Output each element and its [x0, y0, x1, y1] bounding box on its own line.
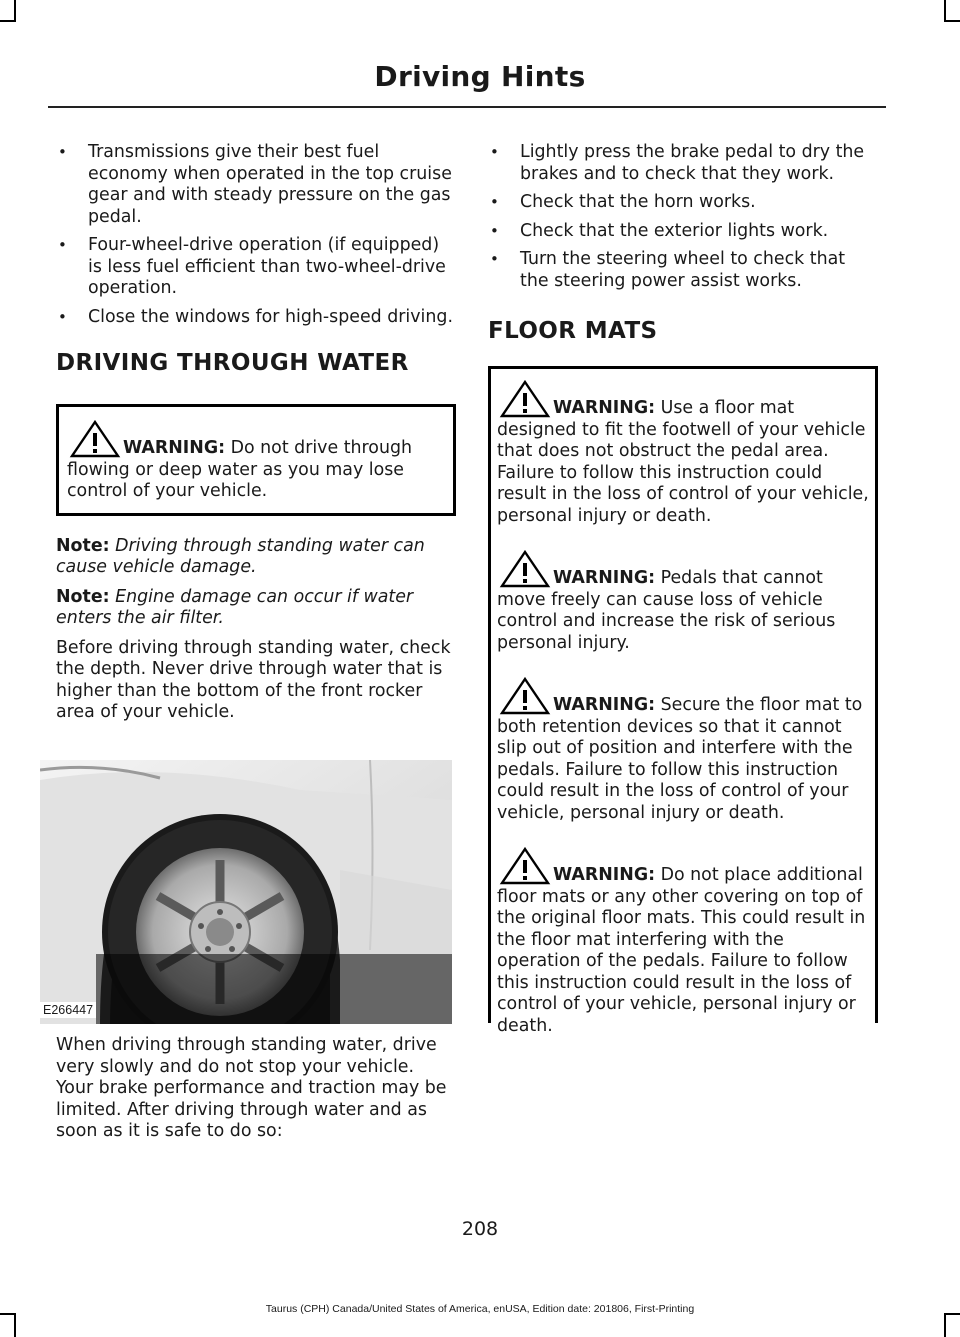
warning-item [497, 846, 869, 1037]
warning-triangle-icon [499, 846, 551, 886]
after-water-paragraph: When driving through standing water, drive very slowly and do not stop your vehicle. Your brake performance and traction may be limited. After driving through water and as soon as it is safe to do so: [56, 1035, 447, 1141]
crop-mark [0, 20, 16, 22]
list-item: • Four-wheel-drive operation (if equipped) is less fuel efficient than two-wheel-drive operation. [56, 235, 456, 300]
list-item: • Turn the steering wheel to check that the steering power assist works. [488, 249, 878, 292]
warning-label: WARNING: [553, 398, 656, 418]
floor-mat-warnings-box [488, 366, 878, 1036]
warning-label: WARNING: [553, 695, 656, 715]
car-wheel-image [40, 760, 452, 1024]
list-item: • Check that the exterior lights work. [488, 221, 878, 243]
figure-code: E266447 [40, 1002, 96, 1018]
list-item: • Transmissions give their best fuel economy when operated in the top cruise gear and with steady pressure on the gas pedal. [56, 142, 456, 228]
list-item: • Lightly press the brake pedal to dry the brakes and to check that they work. [488, 142, 878, 185]
warning-triangle-icon [499, 549, 551, 589]
warning-label: WARNING: [123, 438, 226, 458]
warning-item [497, 549, 869, 654]
list-item: • Close the windows for high-speed driving. [56, 307, 456, 329]
left-column [56, 142, 456, 724]
warning-text: Use a floor mat designed to fit the footwell of your vehicle that does not obstruct the pedal area. Failure to follow this instruction could result in the loss of control of your vehicle, personal injury or death. [497, 398, 869, 526]
warning-text: Secure the floor mat to both retention devices so that it cannot slip out of position and interfere with the pedals. Failure to follow this instruction could result in the loss of control of your vehicle, personal injury or death. [497, 695, 863, 823]
wheel-illustration [40, 760, 452, 1024]
right-column [488, 142, 878, 1036]
warning-text: Do not drive through flowing or deep water as you may lose control of your vehicle. [67, 438, 413, 501]
note-text: Engine damage can occur if water enters the air filter. [56, 586, 414, 628]
header-rule [48, 106, 886, 108]
fuel-tips-list [56, 142, 456, 328]
warning-triangle-icon [499, 676, 551, 716]
page-header-title: Driving Hints [374, 60, 586, 93]
crop-mark [944, 20, 960, 22]
warning-triangle-icon [499, 379, 551, 419]
warning-box [56, 404, 456, 516]
warning-text: Pedals that cannot move freely can cause loss of vehicle control and increase the risk of serious personal injury. [497, 568, 836, 653]
crop-mark [14, 1313, 16, 1337]
note-text: Driving through standing water can cause vehicle damage. [56, 535, 425, 577]
notes [56, 536, 456, 630]
warning-label: WARNING: [553, 568, 656, 588]
page-number: 208 [461, 1218, 499, 1240]
footer-edition-info: Taurus (CPH) Canada/United States of America, enUSA, Edition date: 201806, First-Printing [265, 1303, 695, 1315]
note-label: Note: [56, 586, 110, 607]
note [56, 536, 456, 579]
water-depth-paragraph: Before driving through standing water, check the depth. Never drive through water that is higher than the bottom of the front rocker area of your vehicle. [56, 637, 451, 722]
crop-mark [944, 1313, 946, 1337]
list-item: • Check that the horn works. [488, 192, 878, 214]
note-label: Note: [56, 535, 110, 556]
crop-mark [14, 0, 16, 22]
warning-label: WARNING: [553, 865, 656, 885]
warning-item [497, 379, 869, 527]
warning-triangle-icon [69, 419, 121, 459]
after-water-checklist [488, 142, 878, 292]
note [56, 587, 456, 630]
warning-text: Do not place additional floor mats or any other covering on top of the original floor mats. This could result in the floor mat interfering with the operation of the pedals. Failure to follow this instruction could result in the loss of control of your vehicle, personal injury or death. [497, 865, 866, 1036]
crop-mark [944, 0, 946, 22]
warning-item [497, 676, 869, 824]
section-title-floor-mats: FLOOR MATS [488, 318, 658, 344]
section-title-driving-through-water: DRIVING THROUGH WATER [56, 350, 409, 376]
